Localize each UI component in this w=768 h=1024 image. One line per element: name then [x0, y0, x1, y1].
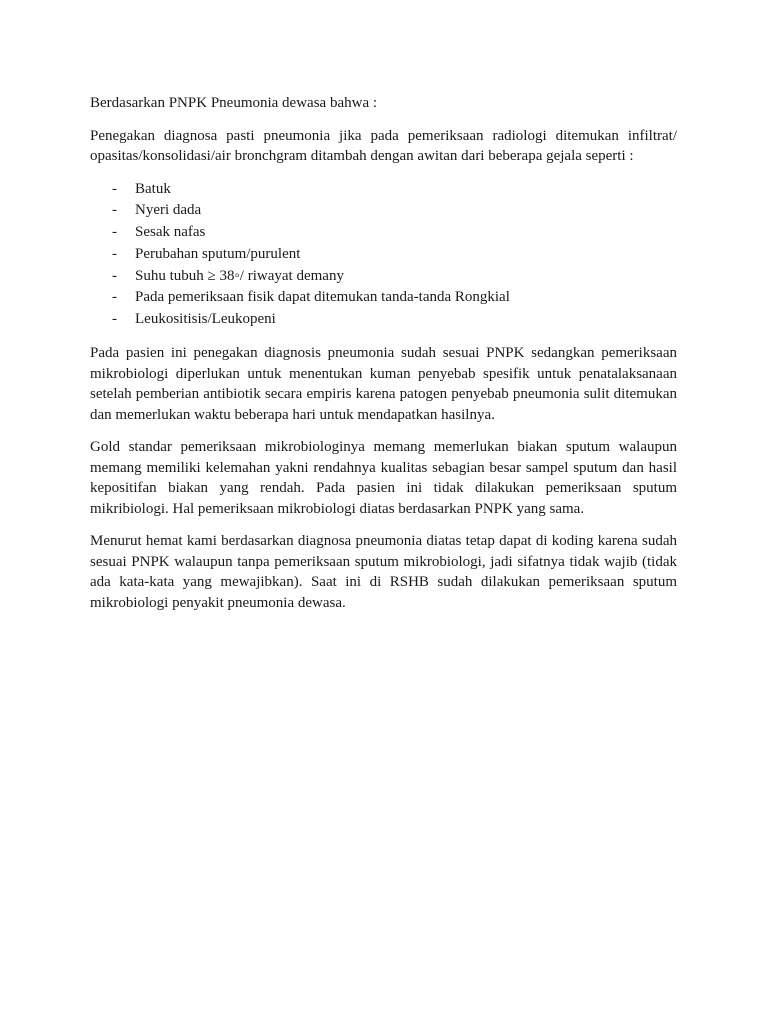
bullet-dash: - [112, 311, 117, 328]
list-item [90, 179, 677, 201]
symptom-text: Pada pemeriksaan fisik dapat ditemukan tanda-tanda Rongkial [135, 289, 510, 306]
bullet-dash: - [112, 245, 117, 262]
bullet-dash: - [112, 180, 117, 197]
list-item [90, 309, 677, 331]
paragraph-gold-standard: Gold standar pemeriksaan mikrobiologinya memang memerlukan biakan sputum walaupun memang memiliki kelemahan yakni rendahnya kualitas sebagian besar sampel sputum dan hasil kepositifan biakan yang rendah. Pada pasien ini tidak dilakukan pemeriksaan sputum mikribiologi. Hal pemeriksaan mikrobiologi diatas berdasarkan PNPK yang sama. [90, 439, 677, 517]
symptom-text: Suhu tubuh ≥ 38◦/ riwayat demany [135, 267, 344, 284]
symptom-text: Nyeri dada [135, 202, 202, 219]
list-item [90, 244, 677, 266]
bullet-dash: - [112, 289, 117, 306]
intro-paragraph: Penegakan diagnosa pasti pneumonia jika pada pemeriksaan radiologi ditemukan infiltrat/ opasitas/konsolidasi/air bronchgram ditambah dengan awitan dari beberapa gejala seperti : [90, 127, 677, 164]
symptom-text: Batuk [135, 180, 171, 197]
paragraph-diagnosis: Pada pasien ini penegakan diagnosis pneumonia sudah sesuai PNPK sedangkan pemeriksaan mikrobiologi diperlukan untuk menentukan kuman penyebab spesifik untuk penatalaksanaan setelah pemberian antibiotik secara empiris karena patogen penyebab pneumonia sulit ditemukan dan memerlukan waktu beberapa hari untuk mendapatkan hasilnya. [90, 345, 677, 423]
paragraph-conclusion: Menurut hemat kami berdasarkan diagnosa pneumonia diatas tetap dapat di koding karena sudah sesuai PNPK walaupun tanpa pemeriksaan sputum mikrobiologi, jadi sifatnya tidak wajib (tidak ada kata-kata yang mewajibkan). Saat ini di RSHB sudah dilakukan pemeriksaan sputum mikrobiologi penyakit pneumonia dewasa. [90, 533, 677, 611]
symptom-text: Perubahan sputum/purulent [135, 245, 301, 262]
symptom-list [90, 179, 677, 332]
bullet-dash: - [112, 267, 117, 284]
list-item [90, 200, 677, 222]
list-item [90, 266, 677, 288]
document-page [90, 93, 677, 625]
list-item [90, 222, 677, 244]
bullet-dash: - [112, 224, 117, 241]
bullet-dash: - [112, 202, 117, 219]
list-item [90, 287, 677, 309]
document-heading: Berdasarkan PNPK Pneumonia dewasa bahwa : [90, 95, 378, 111]
symptom-text: Leukositisis/Leukopeni [135, 311, 276, 328]
symptom-text: Sesak nafas [135, 224, 206, 241]
